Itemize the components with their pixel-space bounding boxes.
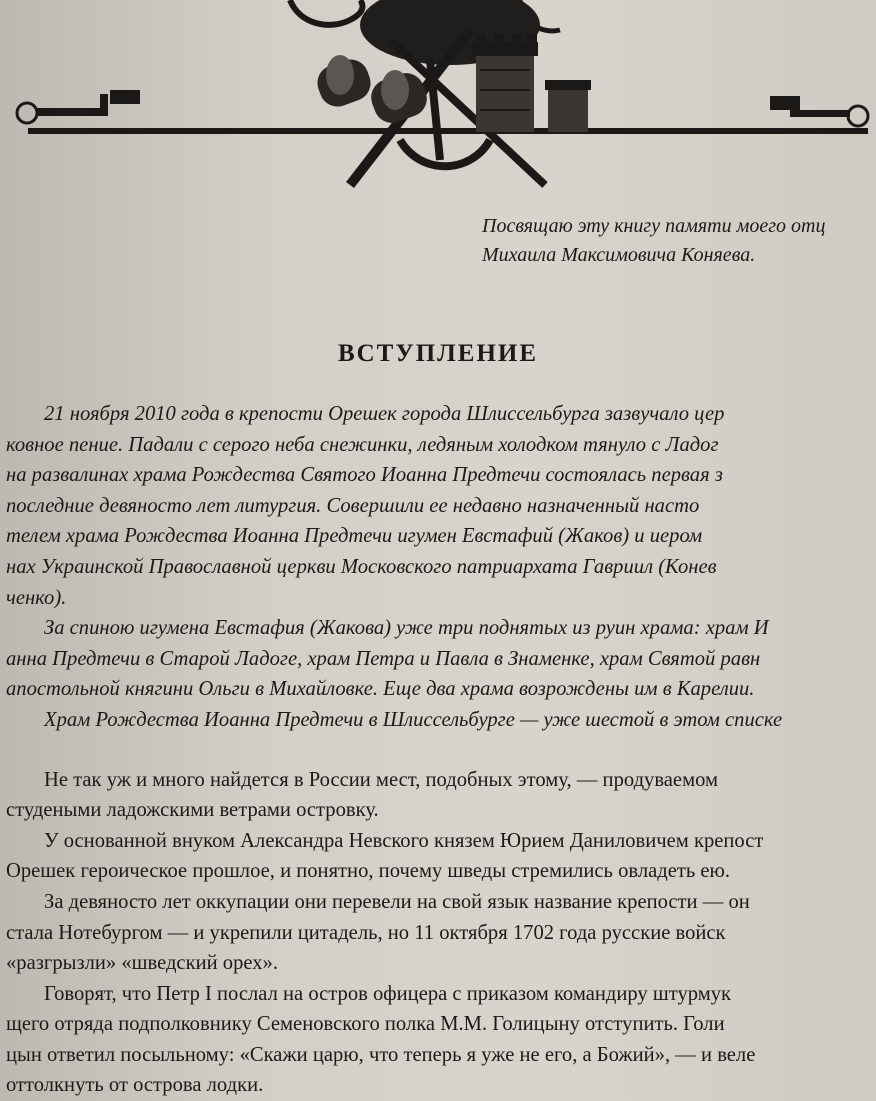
text-line: стала Нотебургом — и укрепили цитадель, но 11 октября 1702 года русские войск bbox=[6, 921, 726, 944]
text-line: на развалинах храма Рождества Святого Иоанна Предтечи состоялась первая з bbox=[6, 464, 723, 487]
engraving-illustration bbox=[0, 0, 876, 200]
dedication-line: Посвящаю эту книгу памяти моего отц bbox=[482, 215, 826, 237]
text-line: 21 ноября 2010 года в крепости Орешек города Шлиссельбурга зазвучало цер bbox=[44, 403, 725, 425]
text-line: анна Предтечи в Старой Ладоге, храм Петра и Павла в Знаменке, храм Святой равн bbox=[6, 647, 761, 670]
paragraph-gap bbox=[6, 736, 876, 765]
text-line: Храм Рождества Иоанна Предтечи в Шлиссельбурге — уже шестой в этом списке bbox=[44, 708, 783, 731]
body-text bbox=[6, 399, 876, 1101]
text-line: За девяносто лет оккупации они перевели на свой язык название крепости — он bbox=[44, 890, 750, 913]
decorative-rule bbox=[17, 90, 868, 134]
text-line: оттолкнуть от острова лодки. bbox=[6, 1074, 264, 1097]
text-line: апостольной княгини Ольги в Михайловке. Еще два храма возрождены им в Карелии. bbox=[6, 678, 755, 701]
ornament-scroll bbox=[290, 0, 363, 25]
text-line: Орешек героическое прошлое, и понятно, почему шведы стремились овладеть ею. bbox=[6, 860, 731, 883]
text-line: Не так уж и много найдется в России мест, подобных этому, — продуваемом bbox=[44, 768, 719, 791]
text-line: Говорят, что Петр I послал на остров офицера с приказом командиру штурмук bbox=[44, 982, 732, 1005]
text-line: щего отряда подполковнику Семеновского полка М.М. Голицыну отступить. Голи bbox=[6, 1013, 725, 1036]
text-line: телем храма Рождества Иоанна Предтечи игумен Евстафий (Жаков) и иером bbox=[6, 525, 703, 548]
text-line: ковное пение. Падали с серого неба снежинки, ледяным холодком тянуло с Ладог bbox=[6, 433, 719, 456]
text-line: цын ответил посыльному: «Скажи царю, что теперь я уже не его, а Божий», — и веле bbox=[6, 1043, 756, 1066]
text-line: последние девяносто лет литургия. Совершили ее недавно назначенный насто bbox=[6, 494, 700, 517]
dedication bbox=[482, 212, 872, 270]
text-line: нах Украинской Православной церкви Московского патриархата Гавриил (Конев bbox=[6, 555, 717, 578]
text-line: студеными ладожскими ветрами островку. bbox=[6, 799, 379, 822]
chapter-title: ВСТУПЛЕНИЕ bbox=[337, 340, 539, 367]
text-line: ченко). bbox=[6, 586, 67, 609]
text-line: За спиною игумена Евстафия (Жакова) уже три поднятых из руин храма: храм И bbox=[44, 617, 769, 640]
fortress-tower-shape bbox=[472, 34, 591, 132]
dedication-line: Михаила Максимовича Коняева. bbox=[482, 244, 756, 266]
text-line: «разгрызли» «шведский орех». bbox=[6, 952, 278, 975]
text-line: У основанной внуком Александра Невского князем Юрием Даниловичем крепост bbox=[44, 829, 764, 852]
